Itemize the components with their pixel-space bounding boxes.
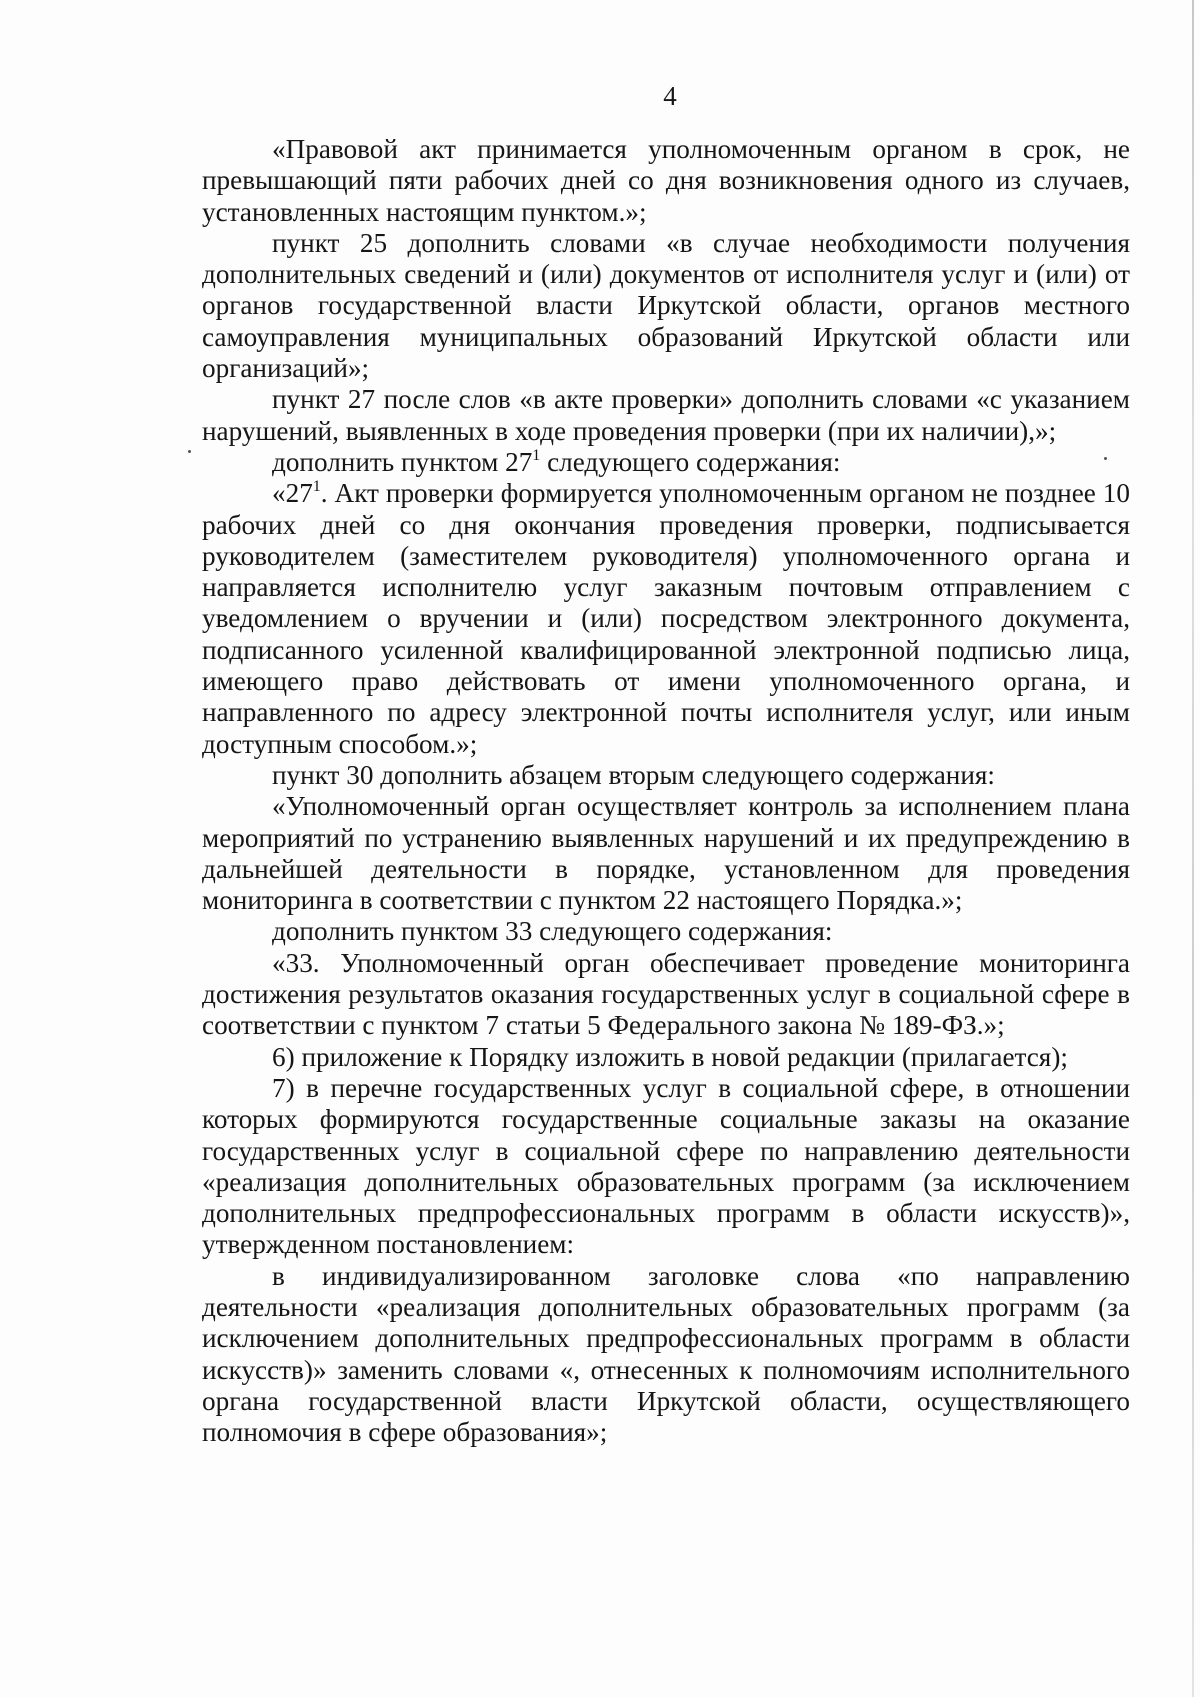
paragraph-text: дополнить пунктом 27 (272, 446, 533, 477)
document-body (202, 134, 1130, 1448)
paragraph-item-7: 7) в перечне государственных услуг в социальной сфере, в отношении которых формируются государственные социальные заказы на оказание государственных услуг в социальной сфере по направлению деятельности «реализация дополнительных образовательных программ (за исключением дополнительных предпрофессиональных программ в области искусств)», утвержденном постановлением: (202, 1072, 1130, 1260)
paragraph-text: следующего содержания: (540, 446, 841, 477)
paragraph-point-27-1-text (202, 478, 1130, 760)
paragraph-text: «27 (272, 478, 313, 509)
scan-edge-shadow (1192, 0, 1194, 1697)
paragraph-add-point-27-1 (202, 447, 1130, 478)
page-number: 4 (663, 81, 677, 111)
paragraph-point-30: пункт 30 дополнить абзацем вторым следующего содержания: (272, 759, 995, 790)
paragraph-item-6: 6) приложение к Порядку изложить в новой редакции (прилагается); (272, 1041, 1068, 1072)
superscript: 1 (532, 446, 541, 464)
paragraph-header-replacement: в индивидуализированном заголовке слова «по направлению деятельности «реализация дополнительных образовательных программ (за исключением дополнительных предпрофессиональных программ в области искусств)» заменить словами «, отнесенных к полномочиям исполнительного органа государственной власти Иркутской области, осуществляющего полномочия в сфере образования»; (202, 1260, 1130, 1448)
superscript: 1 (312, 478, 321, 496)
paragraph-point-33-text: «33. Уполномоченный орган обеспечивает проведение мониторинга достижения результатов оказания государственных услуг в социальной сфере в соответствии с пунктом 7 статьи 5 Федерального закона № 189-ФЗ.»; (202, 947, 1130, 1041)
paragraph-point-25: пункт 25 дополнить словами «в случае необходимости получения дополнительных сведений и (или) документов от исполнителя услуг и (или) от органов государственной власти Иркутской области, органов местного самоуправления муниципальных образований Иркутской области или организаций»; (202, 227, 1130, 384)
scan-speck (188, 450, 191, 453)
paragraph-add-point-33: дополнить пунктом 33 следующего содержания: (272, 916, 833, 947)
paragraph-point-27: пункт 27 после слов «в акте проверки» дополнить словами «с указанием нарушений, выявленных в ходе проведения проверки (при их наличии),»; (202, 384, 1130, 446)
paragraph-legal-act-deadline: «Правовой акт принимается уполномоченным органом в срок, не превышающий пяти рабочих дней со дня возникновения одного из случаев, установленных настоящим пунктом.»; (202, 134, 1130, 227)
paragraph-control-text: «Уполномоченный орган осуществляет контроль за исполнением плана мероприятий по устранению выявленных нарушений и их предупреждению в дальнейшей деятельности в порядке, установленном для проведения мониторинга в соответствии с пунктом 22 настоящего Порядка.»; (202, 791, 1130, 916)
paragraph-text: . Акт проверки формируется уполномоченным органом не позднее 10 рабочих дней со дня окончания проведения проверки, подписывается руководителем (заместителем руководителя) уполномоченного органа и направляется исполнителю услуг заказным почтовым отправлением с уведомлением о вручении и (или) посредством электронного документа, подписанного усиленной квалифицированной электронной подписью лица, имеющего право действовать от имени уполномоченного органа, и направленного по адресу электронной почты исполнителя услуг, или иным доступным способом.»; (202, 478, 1130, 759)
